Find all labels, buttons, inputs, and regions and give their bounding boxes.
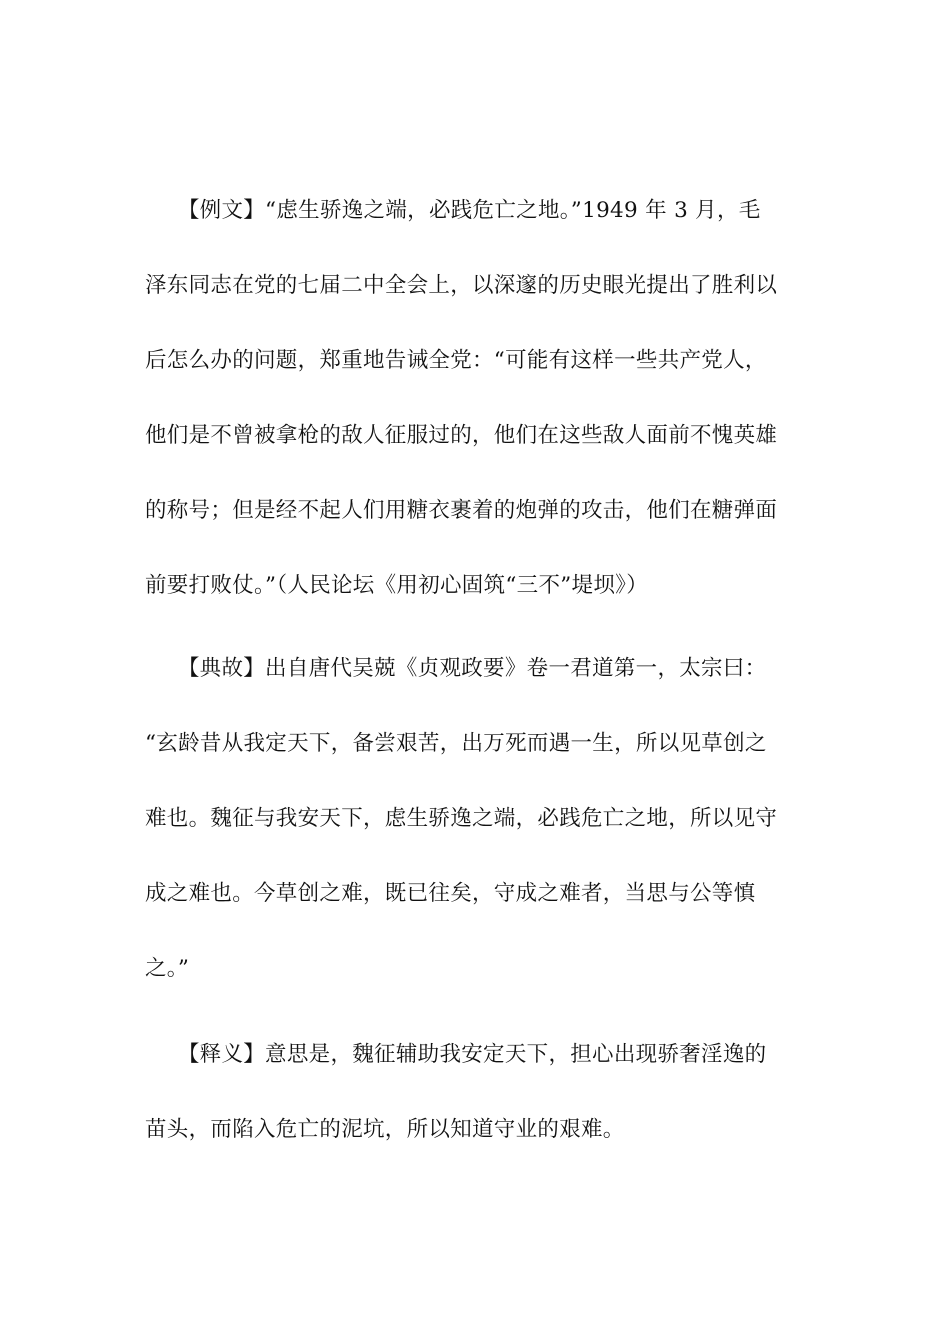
example-line-1: 【例文】“虑生骄逸之端，必践危亡之地。”1949 年 3 月，毛 xyxy=(145,198,761,223)
allusion-line-2: “玄龄昔从我定天下，备尝艰苦，出万死而遇一生，所以见草创之 xyxy=(145,731,767,756)
meaning-line-1: 【释义】意思是，魏征辅助我安定天下，担心出现骄奢淫逸的 xyxy=(145,1042,767,1067)
meaning-line-2: 苗头，而陷入危亡的泥坑，所以知道守业的艰难。 xyxy=(145,1117,625,1142)
example-line-4: 他们是不曾被拿枪的敌人征服过的，他们在这些敌人面前不愧英雄 xyxy=(145,423,778,448)
allusion-line-5: 之。” xyxy=(145,956,190,981)
example-line-6: 前要打败仗。”（人民论坛《用初心固筑“三不”堤坝》） xyxy=(145,573,649,598)
allusion-line-3: 难也。魏征与我安天下，虑生骄逸之端，必践危亡之地，所以见守 xyxy=(145,806,778,831)
example-line-3: 后怎么办的问题，郑重地告诫全党：“可能有这样一些共产党人， xyxy=(145,348,767,373)
example-line-5: 的称号；但是经不起人们用糖衣裹着的炮弹的攻击，他们在糖弹面 xyxy=(145,498,778,523)
allusion-line-4: 成之难也。今草创之难，既已往矣，守成之难者，当思与公等慎 xyxy=(145,881,756,906)
example-line-2: 泽东同志在党的七届二中全会上，以深邃的历史眼光提出了胜利以 xyxy=(145,273,778,298)
allusion-line-1: 【典故】出自唐代吴兢《贞观政要》卷一君道第一，太宗曰： xyxy=(145,656,767,681)
